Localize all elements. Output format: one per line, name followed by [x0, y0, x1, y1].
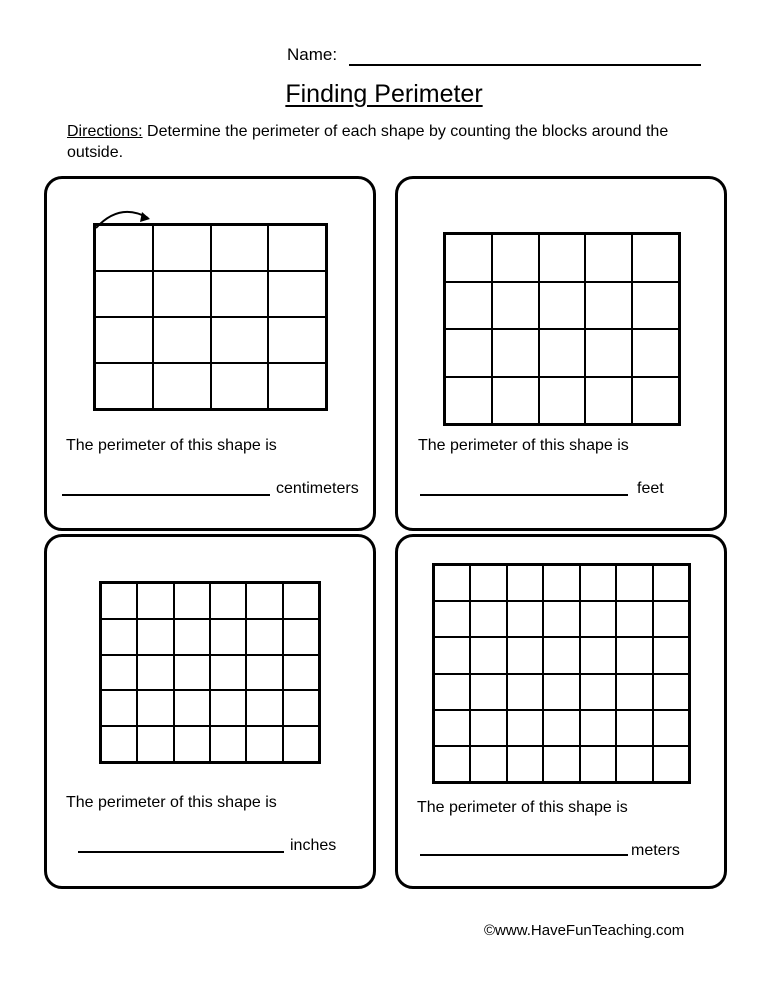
grid-block — [470, 637, 506, 673]
grid-block — [470, 674, 506, 710]
grid-block — [616, 565, 652, 601]
grid-block — [153, 271, 211, 317]
grid-block — [653, 637, 689, 673]
grid-block — [507, 601, 543, 637]
grid-block — [434, 674, 470, 710]
grid-block — [585, 282, 632, 330]
grid-block — [95, 225, 153, 271]
grid-block — [101, 583, 137, 619]
grid-block — [137, 726, 173, 762]
grid-block — [492, 282, 539, 330]
grid-block — [434, 601, 470, 637]
grid-block — [174, 655, 210, 691]
grid-block — [246, 619, 282, 655]
page-title: Finding Perimeter — [285, 80, 483, 108]
grid-block — [585, 234, 632, 282]
grid-block — [616, 674, 652, 710]
grid-block — [539, 329, 586, 377]
grid-block — [211, 317, 269, 363]
grid-block — [434, 710, 470, 746]
grid-block — [632, 329, 679, 377]
grid-block — [283, 583, 319, 619]
grid-block — [283, 619, 319, 655]
grid-block — [507, 710, 543, 746]
grid-block — [137, 655, 173, 691]
grid-block — [434, 746, 470, 782]
grid-block — [585, 329, 632, 377]
grid-block — [210, 726, 246, 762]
grid-block — [211, 363, 269, 409]
shape-grid-4 — [432, 563, 691, 784]
grid-block — [492, 234, 539, 282]
grid-block — [268, 271, 326, 317]
shape-grid-3 — [99, 581, 321, 764]
grid-block — [539, 377, 586, 425]
grid-block — [492, 329, 539, 377]
answer-blank-1[interactable] — [62, 494, 270, 496]
grid-block — [507, 637, 543, 673]
grid-block — [210, 619, 246, 655]
grid-block — [174, 619, 210, 655]
grid-block — [616, 710, 652, 746]
grid-block — [95, 317, 153, 363]
shape-grid-1 — [93, 223, 328, 411]
grid-block — [137, 619, 173, 655]
shape-prompt-2: The perimeter of this shape is — [418, 437, 629, 454]
grid-block — [507, 674, 543, 710]
grid-block — [268, 225, 326, 271]
grid-block — [507, 746, 543, 782]
grid-block — [211, 271, 269, 317]
grid-block — [470, 601, 506, 637]
answer-blank-2[interactable] — [420, 494, 628, 496]
grid-block — [210, 655, 246, 691]
grid-block — [174, 726, 210, 762]
grid-block — [153, 225, 211, 271]
directions — [67, 121, 687, 163]
grid-block — [445, 329, 492, 377]
grid-block — [283, 655, 319, 691]
grid-block — [210, 690, 246, 726]
grid-block — [616, 601, 652, 637]
grid-block — [653, 674, 689, 710]
grid-block — [539, 234, 586, 282]
grid-block — [101, 619, 137, 655]
grid-block — [283, 726, 319, 762]
name-field-line[interactable] — [349, 64, 701, 66]
footer-copyright: ©www.HaveFunTeaching.com — [484, 922, 685, 939]
grid-block — [153, 317, 211, 363]
name-label: Name: — [287, 45, 338, 64]
grid-block — [543, 710, 579, 746]
grid-block — [153, 363, 211, 409]
grid-block — [653, 565, 689, 601]
grid-block — [543, 637, 579, 673]
grid-block — [101, 655, 137, 691]
grid-block — [580, 637, 616, 673]
grid-block — [653, 710, 689, 746]
shape-prompt-3: The perimeter of this shape is — [66, 794, 277, 811]
shape-prompt-4: The perimeter of this shape is — [417, 799, 628, 816]
grid-block — [137, 690, 173, 726]
grid-block — [632, 234, 679, 282]
grid-block — [580, 674, 616, 710]
grid-block — [283, 690, 319, 726]
grid-block — [539, 282, 586, 330]
unit-label-4: meters — [631, 842, 680, 859]
grid-block — [445, 282, 492, 330]
directions-label: Directions: — [67, 123, 143, 140]
grid-block — [174, 583, 210, 619]
grid-block — [580, 710, 616, 746]
grid-block — [580, 565, 616, 601]
grid-block — [616, 746, 652, 782]
shape-prompt-1: The perimeter of this shape is — [66, 437, 277, 454]
grid-block — [580, 601, 616, 637]
grid-block — [246, 655, 282, 691]
grid-block — [507, 565, 543, 601]
grid-block — [137, 583, 173, 619]
grid-block — [246, 690, 282, 726]
grid-block — [580, 746, 616, 782]
answer-blank-3[interactable] — [78, 851, 284, 853]
grid-block — [470, 746, 506, 782]
grid-block — [543, 746, 579, 782]
grid-block — [543, 565, 579, 601]
unit-label-2: feet — [637, 480, 664, 497]
grid-block — [95, 271, 153, 317]
grid-block — [445, 234, 492, 282]
grid-block — [445, 377, 492, 425]
grid-block — [101, 690, 137, 726]
grid-block — [543, 601, 579, 637]
grid-block — [434, 565, 470, 601]
grid-block — [246, 583, 282, 619]
grid-block — [101, 726, 137, 762]
grid-block — [268, 317, 326, 363]
grid-block — [211, 225, 269, 271]
unit-label-1: centimeters — [276, 480, 359, 497]
grid-block — [632, 282, 679, 330]
answer-blank-4[interactable] — [420, 854, 628, 856]
grid-block — [210, 583, 246, 619]
grid-block — [653, 601, 689, 637]
directions-text: Determine the perimeter of each shape by counting the blocks around the outside. — [67, 123, 669, 161]
grid-block — [653, 746, 689, 782]
unit-label-3: inches — [290, 837, 337, 854]
grid-block — [268, 363, 326, 409]
grid-block — [174, 690, 210, 726]
grid-block — [492, 377, 539, 425]
grid-block — [246, 726, 282, 762]
grid-block — [470, 710, 506, 746]
grid-block — [95, 363, 153, 409]
grid-block — [632, 377, 679, 425]
grid-block — [616, 637, 652, 673]
grid-block — [543, 674, 579, 710]
grid-block — [434, 637, 470, 673]
grid-block — [585, 377, 632, 425]
shape-grid-2 — [443, 232, 681, 426]
grid-block — [470, 565, 506, 601]
